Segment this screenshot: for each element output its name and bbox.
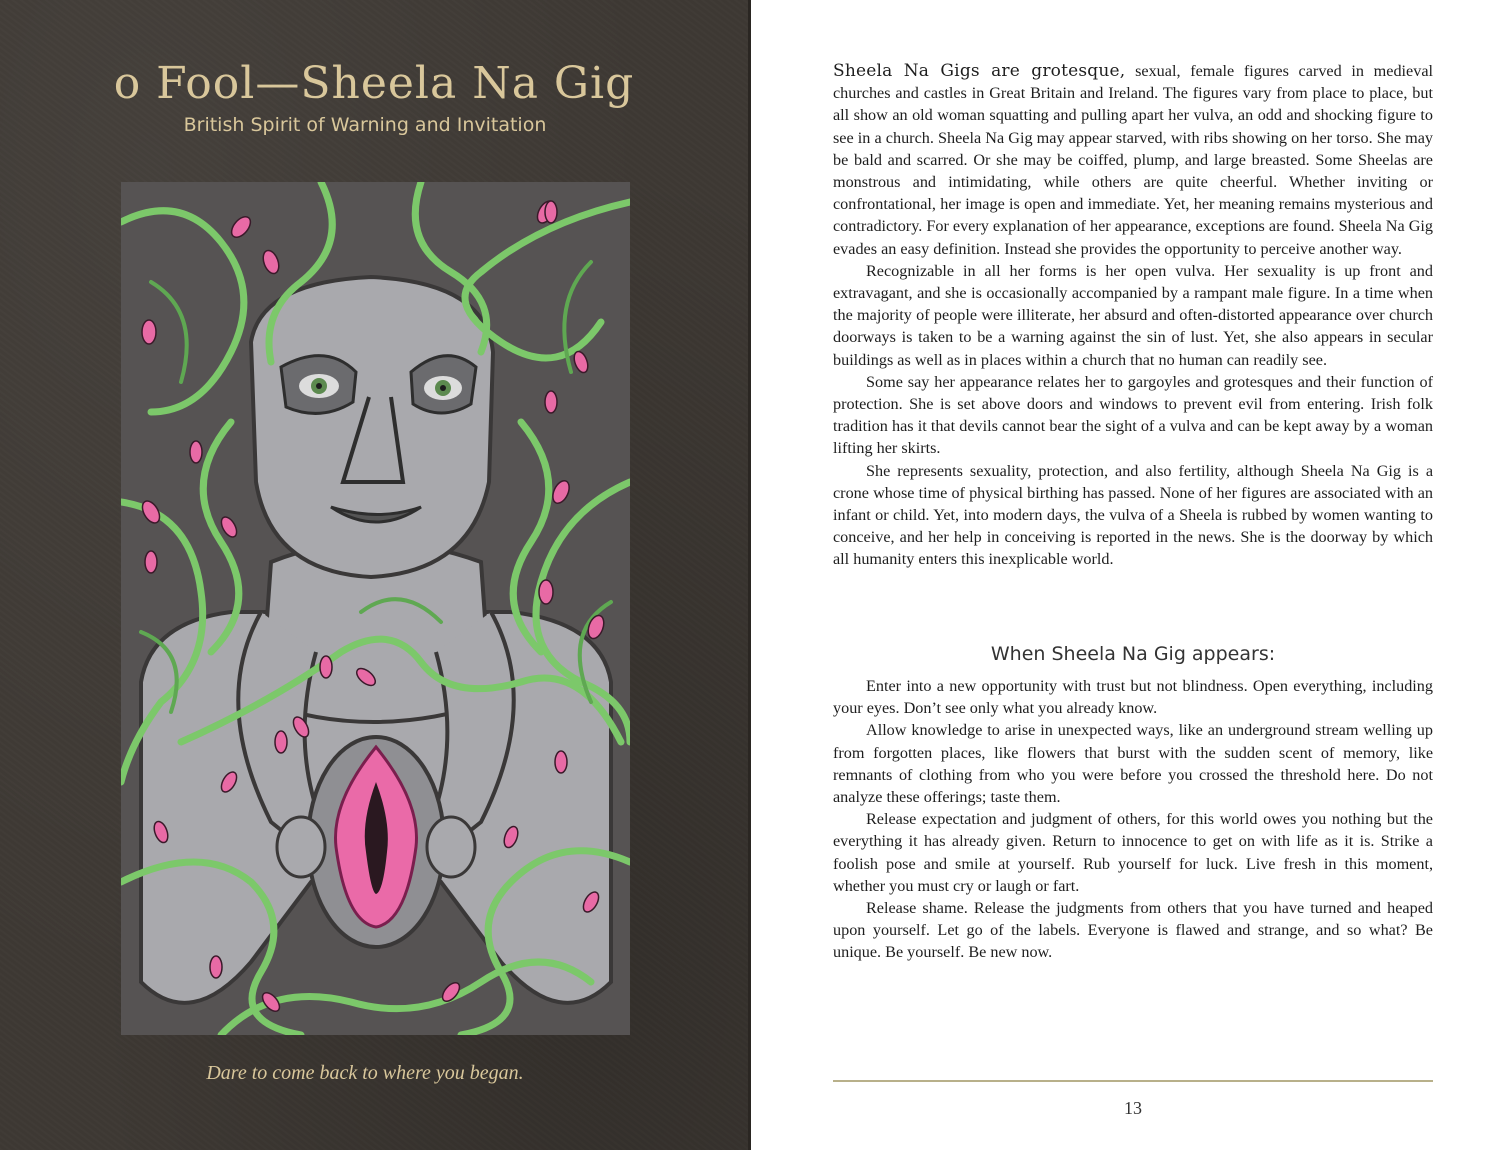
description-paragraph-2: Recognizable in all her forms is her open vulva. Her sexuality is up front and extravagant, and she is occasionally accompanied by a rampant male figure. In a time when the majority of people were illiterate, her absurd and often-distorted appearance over church doorways is taken to be a warning against the sin of lust. Yet, she also appears in secular buildings as well as in places within a church that no human can readily see. bbox=[833, 261, 1433, 369]
appears-paragraph-4: Release shame. Release the judgments from others that you have turned and heaped upon yourself. Let go of the labels. Everyone is flawed and strange, and so what? Be unique. Be yourself. Be new now. bbox=[833, 899, 1433, 962]
figure-left-hand bbox=[277, 817, 325, 877]
appears-text bbox=[833, 675, 1433, 964]
card-artwork bbox=[121, 182, 630, 1035]
card-title: o Fool—Sheela Na Gig bbox=[113, 58, 635, 109]
appears-heading: When Sheela Na Gig appears: bbox=[990, 643, 1276, 665]
card-subtitle: British Spirit of Warning and Invitation bbox=[183, 114, 547, 136]
appears-paragraph-3: Release expectation and judgment of others, for this world owes you nothing but the everything it has already given. Return to innocence to get on with life as it is. Strike a foolish pose and smile at yourself. Rub yourself for luck. Live fresh in this moment, whether you must cry or laugh or fart. bbox=[833, 810, 1433, 895]
card-motto: Dare to come back to where you began. bbox=[206, 1062, 524, 1084]
paragraph-text: sexual, female figures carved in medieval churches and castles in Great Britain and Ireland. The figures vary from place to place, but all show an old woman squatting and pulling apart her vulva, an odd and shocking figure to see in a church. Sheela Na Gig may appear starved, with ribs showing on her torso. She may be bald and scarred. Or she may be coiffed, plump, and large breasted. Some Sheelas are monstrous and intimidating, while others are quite cheerful. Whether inviting or confrontational, her image is open and immediate. Yet, her meaning remains mysterious and contradictory. For every explanation of her appearance, exceptions are found. Sheela Na Gig evades an easy definition. Instead she provides the opportunity to perceive another way. bbox=[833, 62, 1433, 258]
left-page bbox=[0, 0, 748, 1150]
description-paragraph-3: Some say her appearance relates her to gargoyles and grotesques and their function of protection. She is set above doors and windows to prevent evil from entering. Irish folk tradition has it that devils cannot bear the sight of a vulva and can be kept away by a woman lifting her skirts. bbox=[833, 372, 1433, 458]
appears-paragraph-1: Enter into a new opportunity with trust but not blindness. Open everything, including your eyes. Don’t see only what you already know. bbox=[833, 677, 1433, 718]
sheela-na-gig-illustration bbox=[121, 182, 630, 1035]
description-paragraph-1 bbox=[833, 60, 1433, 260]
footer-rule bbox=[833, 1080, 1433, 1082]
lead-in: Sheela Na Gigs are grotesque, bbox=[833, 61, 1126, 81]
description-paragraph-4: She represents sexuality, protection, and also fertility, although Sheela Na Gig is a crone whose time of physical birthing has passed. None of her figures are associated with an infant or child. Yet, into modern days, the vulva of a Sheela is rubbed by women wanting to conceive, and her help in conceiving is reported in the news. She is the doorway by which all humanity enters this inexplicable world. bbox=[833, 461, 1433, 569]
page-gutter bbox=[748, 0, 751, 1150]
description-text bbox=[833, 60, 1433, 571]
page-number: 13 bbox=[1124, 1098, 1142, 1118]
figure-head bbox=[251, 277, 493, 577]
figure-right-hand bbox=[427, 817, 475, 877]
right-page bbox=[752, 0, 1500, 1150]
appears-paragraph-2: Allow knowledge to arise in unexpected ways, like an underground stream welling up from forgotten places, like flowers that burst with the sudden scent of memory, like remnants of clothing from who you were before you crossed the threshold here. Do not analyze these offerings; taste them. bbox=[833, 721, 1433, 807]
